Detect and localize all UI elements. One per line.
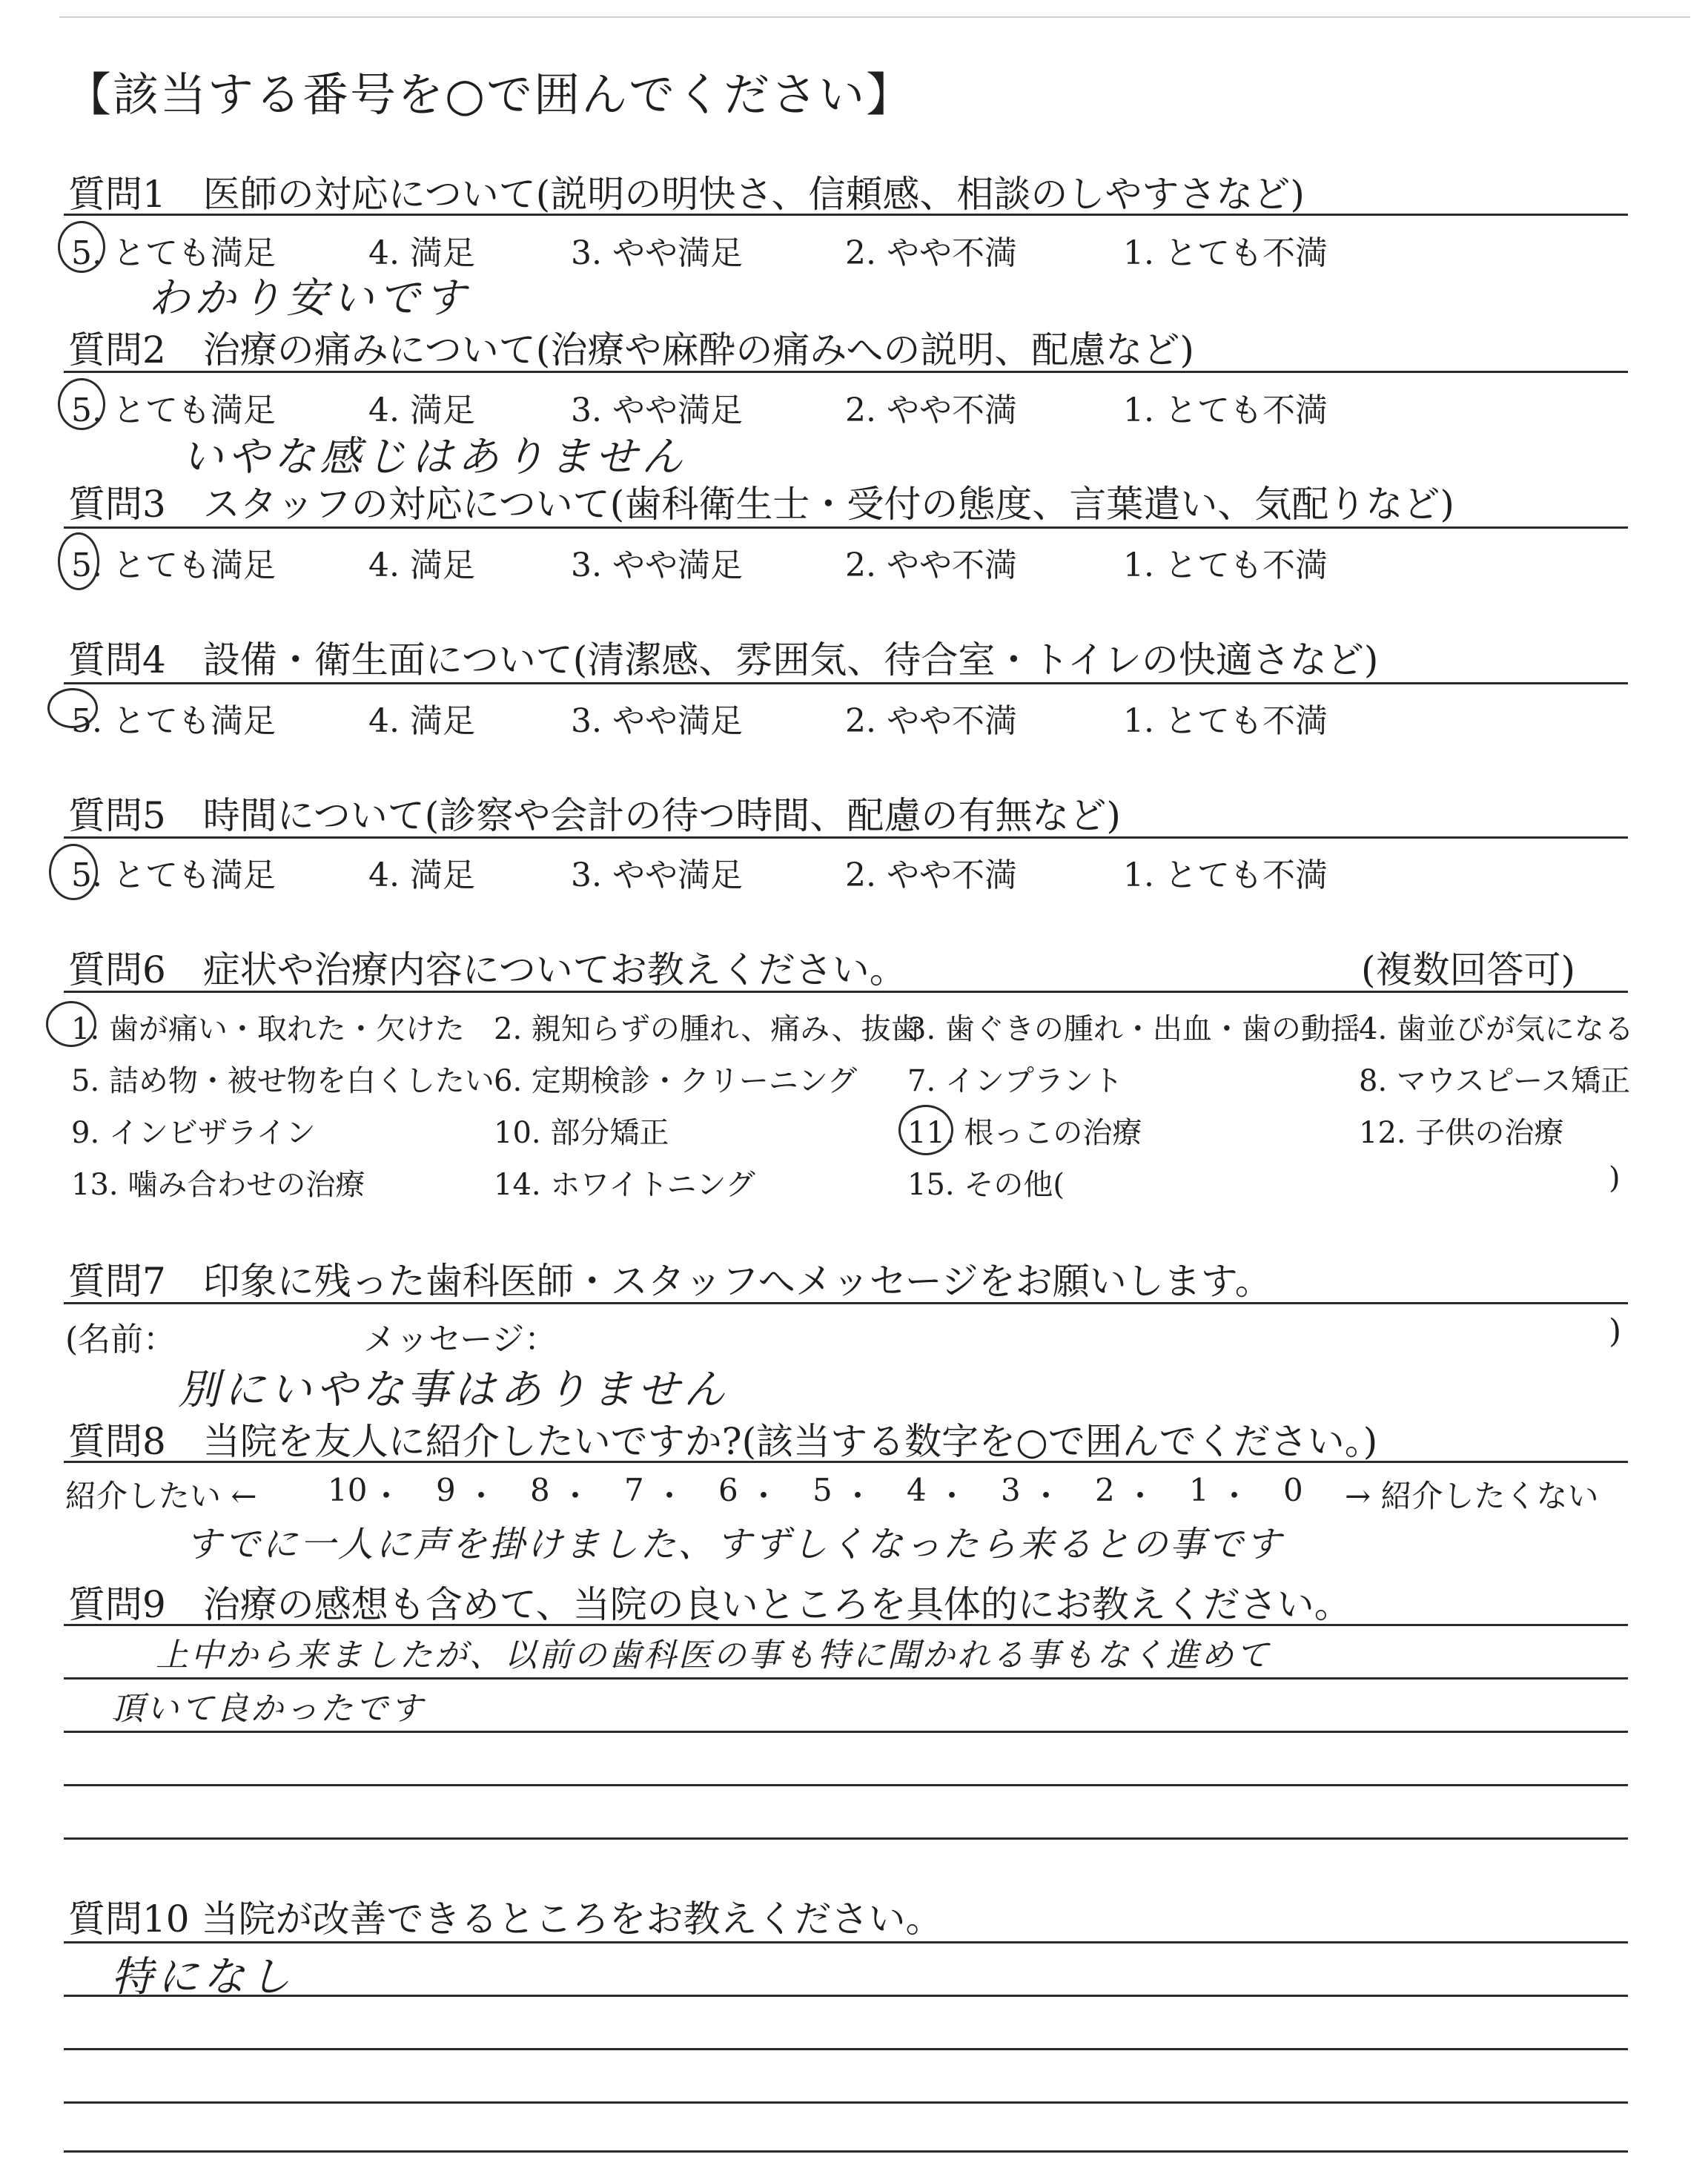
q4-option-5[interactable]: 5. とても満足 xyxy=(71,702,276,740)
q2-option-3[interactable]: 3. やや満足 xyxy=(571,392,743,429)
question-1: 質問1 医師の対応について(説明の明快さ、信頼感、相談のしやすさなど) xyxy=(68,173,1305,216)
q3-option-3[interactable]: 3. やや満足 xyxy=(571,546,743,584)
q6-option-12[interactable]: 12. 子供の治療 xyxy=(1359,1116,1564,1150)
scale-dot: ・ xyxy=(654,1478,686,1514)
q4-option-4[interactable]: 4. 満足 xyxy=(368,702,475,740)
q8-scale-3[interactable]: 3 xyxy=(1001,1472,1021,1508)
q5-option-5[interactable]: 5. とても満足 xyxy=(71,856,276,894)
q1-handwritten-comment: わかり安いです xyxy=(148,274,470,323)
divider xyxy=(64,371,1628,373)
scale-dot: ・ xyxy=(1219,1478,1251,1514)
q7-name-label: (名前： xyxy=(65,1321,176,1358)
q8-scale-9[interactable]: 9 xyxy=(436,1472,456,1508)
q6-option-1[interactable]: 1. 歯が痛い・取れた・欠けた xyxy=(71,1012,465,1046)
q3-option-5[interactable]: 5. とても満足 xyxy=(71,546,276,584)
q6-option-15-close: ) xyxy=(1609,1161,1621,1195)
q6-option-13[interactable]: 13. 噛み合わせの治療 xyxy=(71,1168,365,1202)
question-5: 質問5 時間について(診察や会計の待つ時間、配慮の有無など) xyxy=(68,794,1121,837)
q6-option-15[interactable]: 15. その他( xyxy=(907,1168,1065,1202)
question-3: 質問3 スタッフの対応について(歯科衛生士・受付の態度、言葉遣い、気配りなど) xyxy=(68,483,1454,526)
q6-option-11[interactable]: 11. 根っこの治療 xyxy=(907,1116,1142,1150)
answer-line xyxy=(64,1731,1628,1733)
q4-option-1[interactable]: 1. とても不満 xyxy=(1123,702,1328,740)
q1-option-2[interactable]: 2. やや不満 xyxy=(845,234,1017,272)
answer-line xyxy=(64,2150,1628,2153)
answer-line xyxy=(64,2048,1628,2050)
q9-handwritten-line-2: 頂いて良かったです xyxy=(111,1690,425,1728)
q8-scale-7[interactable]: 7 xyxy=(624,1472,644,1508)
question-10: 質問10 当院が改善できるところをお教えください。 xyxy=(68,1898,943,1941)
q1-option-3[interactable]: 3. やや満足 xyxy=(571,234,743,272)
scale-dot: ・ xyxy=(842,1478,874,1514)
q1-option-5[interactable]: 5. とても満足 xyxy=(71,234,276,272)
question-4: 質問4 設備・衛生面について(清潔感、雰囲気、待合室・トイレの快適さなど) xyxy=(68,638,1379,681)
q10-handwritten-answer: 特になし xyxy=(111,1953,295,2001)
q3-selection-circle xyxy=(58,532,99,590)
q6-option-10[interactable]: 10. 部分矯正 xyxy=(494,1116,669,1150)
question-9: 質問9 治療の感想も含めて、当院の良いところを具体的にお教えください。 xyxy=(68,1583,1351,1626)
q8-scale-2[interactable]: 2 xyxy=(1095,1472,1115,1508)
q3-option-2[interactable]: 2. やや不満 xyxy=(845,546,1017,584)
scale-dot: ・ xyxy=(1125,1478,1156,1514)
scale-dot: ・ xyxy=(371,1478,403,1514)
q1-option-4[interactable]: 4. 満足 xyxy=(368,234,475,272)
divider xyxy=(64,991,1628,993)
q5-option-2[interactable]: 2. やや不満 xyxy=(845,856,1017,894)
q8-scale-10[interactable]: 10 xyxy=(328,1472,368,1508)
q1-option-1[interactable]: 1. とても不満 xyxy=(1123,234,1328,272)
q5-option-3[interactable]: 3. やや満足 xyxy=(571,856,743,894)
divider xyxy=(64,214,1628,216)
q7-close-paren: ) xyxy=(1609,1312,1622,1350)
q1-selection-circle xyxy=(58,221,105,273)
q6-option-9[interactable]: 9. インビザライン xyxy=(71,1116,316,1150)
q3-option-4[interactable]: 4. 満足 xyxy=(368,546,475,584)
q6-option-3[interactable]: 3. 歯ぐきの腫れ・出血・歯の動揺 xyxy=(907,1012,1360,1046)
q4-selection-circle xyxy=(47,688,98,728)
answer-line xyxy=(64,1941,1628,1943)
q8-scale-0[interactable]: 0 xyxy=(1283,1472,1303,1508)
scale-dot: ・ xyxy=(1030,1478,1062,1514)
question-6: 質問6 症状や治療内容についてお教えください。 xyxy=(68,948,907,991)
q6-option-5[interactable]: 5. 詰め物・被せ物を白くしたい xyxy=(71,1064,494,1098)
q4-option-2[interactable]: 2. やや不満 xyxy=(845,702,1017,740)
q6-multiple-answers-note: (複数回答可) xyxy=(1361,948,1576,991)
q5-selection-circle xyxy=(49,844,98,900)
scan-top-edge xyxy=(59,16,1690,18)
divider xyxy=(64,682,1628,684)
q2-handwritten-comment: いやな感じはありません xyxy=(182,433,687,481)
scale-dot: ・ xyxy=(936,1478,968,1514)
q6-option-6[interactable]: 6. 定期検診・クリーニング xyxy=(494,1064,858,1098)
scale-dot: ・ xyxy=(748,1478,780,1514)
question-8: 質問8 当院を友人に紹介したいですか?(該当する数字を○で囲んでください。) xyxy=(68,1420,1378,1463)
q8-scale-right-label: → 紹介したくない xyxy=(1345,1478,1599,1514)
q6-option-4[interactable]: 4. 歯並びが気になる xyxy=(1359,1012,1634,1046)
answer-line xyxy=(64,1837,1628,1840)
q3-option-1[interactable]: 1. とても不満 xyxy=(1123,546,1328,584)
divider xyxy=(64,1302,1628,1304)
q8-scale-8[interactable]: 8 xyxy=(530,1472,550,1508)
q2-option-2[interactable]: 2. やや不満 xyxy=(845,392,1017,429)
q2-option-5[interactable]: 5. とても満足 xyxy=(71,392,276,429)
q8-handwritten-comment: すでに一人に声を掛けました、すずしくなったら来るとの事です xyxy=(185,1524,1283,1565)
answer-line xyxy=(64,2101,1628,2104)
q8-scale-4[interactable]: 4 xyxy=(907,1472,927,1508)
q6-option-2[interactable]: 2. 親知らずの腫れ、痛み、抜歯 xyxy=(494,1012,921,1046)
q8-scale-6[interactable]: 6 xyxy=(718,1472,738,1508)
q6-selection-circle-11 xyxy=(898,1105,953,1155)
q7-message-label: メッセージ： xyxy=(363,1321,557,1358)
q6-option-8[interactable]: 8. マウスピース矯正 xyxy=(1359,1064,1631,1098)
q2-option-1[interactable]: 1. とても不満 xyxy=(1123,392,1328,429)
question-7: 質問7 印象に残った歯科医師・スタッフへメッセージをお願いします。 xyxy=(68,1260,1272,1303)
page-title: 【該当する番号を○で囲んでください】 xyxy=(65,67,914,122)
divider xyxy=(64,1461,1628,1463)
q9-handwritten-line-1: 上中から来ましたが、以前の歯科医の事も特に聞かれる事もなく進めて xyxy=(156,1636,1271,1674)
answer-line xyxy=(64,1624,1628,1626)
q2-option-4[interactable]: 4. 満足 xyxy=(368,392,475,429)
question-2: 質問2 治療の痛みについて(治療や麻酔の痛みへの説明、配慮など) xyxy=(68,328,1194,371)
divider xyxy=(64,526,1628,529)
q4-option-3[interactable]: 3. やや満足 xyxy=(571,702,743,740)
scale-dot: ・ xyxy=(560,1478,592,1514)
answer-line xyxy=(64,1995,1628,1997)
q5-option-4[interactable]: 4. 満足 xyxy=(368,856,475,894)
q8-scale-5[interactable]: 5 xyxy=(812,1472,833,1508)
q8-scale-1[interactable]: 1 xyxy=(1189,1472,1209,1508)
q5-option-1[interactable]: 1. とても不満 xyxy=(1123,856,1328,894)
q7-handwritten-message: 別にいやな事はありません xyxy=(178,1366,729,1414)
answer-line xyxy=(64,1784,1628,1786)
divider xyxy=(64,836,1628,839)
q8-scale-left-label: 紹介したい ← xyxy=(65,1478,257,1514)
answer-line xyxy=(64,1677,1628,1680)
scale-dot: ・ xyxy=(466,1478,497,1514)
q6-option-14[interactable]: 14. ホワイトニング xyxy=(494,1168,755,1202)
q6-selection-circle-1 xyxy=(46,1001,96,1047)
q2-selection-circle xyxy=(58,378,105,430)
q6-option-7[interactable]: 7. インプラント xyxy=(907,1064,1123,1098)
